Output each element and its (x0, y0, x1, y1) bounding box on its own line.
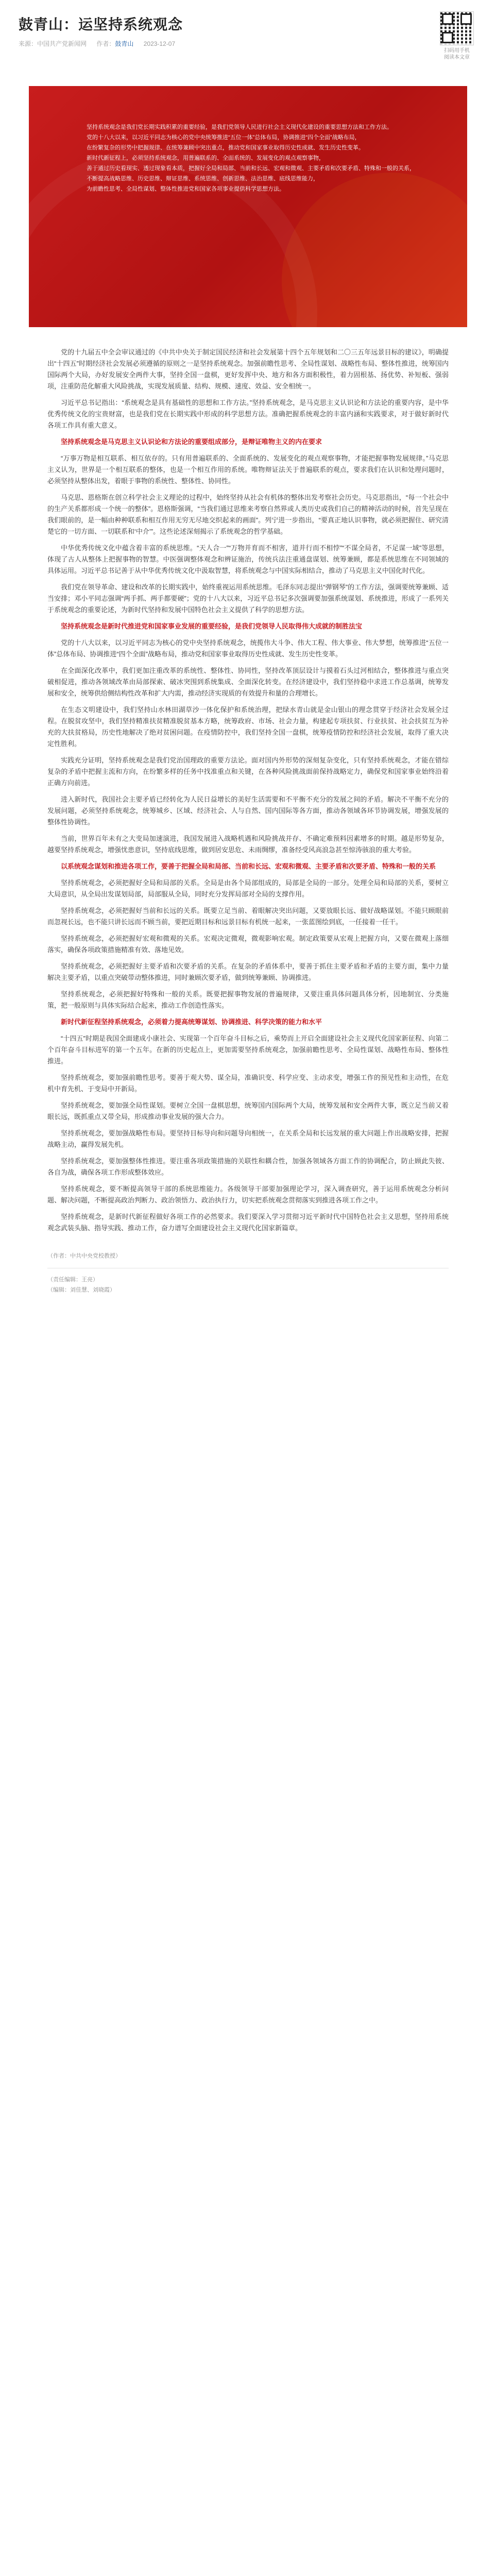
article-paragraph: 坚持系统观念，要不断提高领导干部的系统思维能力。各级领导干部要加强理论学习，深入调查研究，善于运用系统观念分析问题、解决问题，不断提高政治判断力、政治领悟力、政治执行力，切实把系统观念贯彻落实到推进各项工作之中。 (47, 1185, 449, 1204)
banner-paragraph: 不断提高战略思维、历史思维、辩证思维、系统思维、创新思维、法治思维、底线思维能力， (87, 176, 319, 182)
article-paragraph: 坚持系统观念，必须把握好特殊和一般的关系。既要把握事物发展的普遍规律，又要注重具体问题具体分析，因地制宜、分类施策，把一般原则与具体实际结合起来，推动工作创造性落实。 (47, 990, 449, 1009)
banner-paragraph: 党的十八大以来，以习近平同志为核心的党中央统筹推进“五位一体”总体布局，协调推进“四个全面”战略布局， (87, 134, 361, 141)
article-paragraph: 马克思、恩格斯在创立科学社会主义理论的过程中，始终坚持从社会有机体的整体出发考察社会历史。马克思指出，“每一个社会中的生产关系都形成一个统一的整体”。恩格斯强调，“当我们通过思维来考察自然界或人类历史或我们自己的精神活动的时候，首先呈现在我们眼前的，是一幅由种种联系和相互作用无穷无尽地交织起来的画面”。列宁进一步指出，“要真正地认识事物，就必须把握住、研究清楚它的一切方面、一切联系和‘中介’”。这些论述深刻揭示了系统观念的哲学基础。 (47, 494, 449, 535)
qr-code-icon[interactable] (440, 11, 474, 45)
article-paragraph: “十四五”时期是我国全面建成小康社会、实现第一个百年奋斗目标之后，乘势而上开启全面建设社会主义现代化国家新征程、向第二个百年奋斗目标进军的第一个五年。在新的历史起点上，更加需要坚持系统观念，加强前瞻性思考、全局性谋划、战略性布局、整体性推进。 (47, 1035, 449, 1065)
article-paragraph: 坚持系统观念，要加强全局性谋划。要树立全国一盘棋思想，统筹国内国际两个大局，统筹发展和安全两件大事，既立足当前又着眼长远，既抓重点又带全局，形成推动事业发展的强大合力。 (47, 1101, 449, 1121)
article-paragraph: 坚持系统观念，必须把握好当前和长远的关系。既要立足当前、着眼解决突出问题，又要放眼长远、做好战略谋划。不能只顾眼前而忽视长远，也不能只讲长远而不顾当前，要把近期目标和远景目标有机统一起来，一张蓝图绘到底，一任接着一任干。 (47, 907, 449, 926)
article-paragraph: 习近平总书记指出：“系统观念是具有基础性的思想和工作方法。”坚持系统观念，是马克思主义认识论和方法论的重要内容，是中华优秀传统文化的宝贵财富，也是我们党在长期实践中形成的科学思想方法。准确把握系统观念的丰富内涵和实践要求，对于做好新时代各项工作具有重大意义。 (47, 399, 449, 429)
qr-caption (438, 47, 475, 61)
article-date: 2023-12-07 (143, 40, 176, 47)
banner-paragraph: 为前瞻性思考、全局性谋划、整体性推进党和国家各项事业提供科学思想方法。 (87, 186, 285, 192)
article-paragraph: 我们党在领导革命、建设和改革的长期实践中，始终重视运用系统思维。毛泽东同志提出“弹钢琴”的工作方法，强调要统筹兼顾、适当安排；邓小平同志强调“两手抓、两手都要硬”；党的十八大以来，习近平总书记多次强调要加强系统谋划、系统推进，形成了一系列关于系统观念的重要论述，为新时代坚持和发展中国特色社会主义提供了科学的思想方法。 (47, 583, 449, 614)
article-paragraph: 坚持系统观念，必须把握好全局和局部的关系。全局是由各个局部组成的，局部是全局的一部分。处理全局和局部的关系，要树立大局意识，从全局出发谋划局部，局部服从全局，同时充分发挥局部对全局的支撑作用。 (47, 879, 449, 898)
article-paragraph: 当前，世界百年未有之大变局加速演进，我国发展进入战略机遇和风险挑战并存、不确定难预料因素增多的时期。越是形势复杂，越要坚持系统观念，增强忧患意识，坚持底线思维，做到居安思危、未雨绸缪，准备经受风高浪急甚至惊涛骇浪的重大考验。 (47, 835, 449, 854)
banner-paragraph: 在纷繁复杂的形势中把握规律、在统筹兼顾中突出重点，推动党和国家事业取得历史性成就、发生历史性变革。 (87, 145, 364, 151)
article-paragraph: 坚持系统观念，要加强战略性布局。要坚持目标导向和问题导向相统一，在关系全局和长远发展的重大问题上作出战略安排，把握战略主动，赢得发展先机。 (47, 1129, 449, 1148)
qr-caption-line: 阅读本文章 (444, 55, 470, 60)
red-banner (29, 86, 467, 327)
article-header (0, 0, 496, 60)
article-paragraph: 坚持系统观念，要加强前瞻性思考。要善于观大势、谋全局，准确识变、科学应变、主动求变，增强工作的预见性和主动性，在危机中育先机、于变局中开新局。 (47, 1074, 449, 1093)
article-paragraph: 中华优秀传统文化中蕴含着丰富的系统思维。“天人合一”“万物并育而不相害，道并行而不相悖”“不谋全局者，不足谋一域”等思想，体现了古人从整体上把握事物的智慧。中医强调整体观念和辨证施治，传统兵法注重通盘谋划、统筹兼顾，都是系统思维在不同领域的具体运用。习近平总书记善于从中华优秀传统文化中汲取智慧，将系统观念与中国实际相结合，推动了马克思主义中国化时代化。 (47, 544, 449, 574)
section-heading: 坚持系统观念是马克思主义认识论和方法论的重要组成部分，是辩证唯物主义的内在要求 (61, 438, 322, 446)
article-paragraph: “万事万物是相互联系、相互依存的。只有用普遍联系的、全面系统的、发展变化的观点观察事物，才能把握事物发展规律。”马克思主义认为，世界是一个相互联系的整体，也是一个相互作用的系统。唯物辩证法关于普遍联系的观点，要求我们在认识和处理问题时，必须坚持从整体出发，着眼于事物的系统性、整体性、协同性。 (47, 454, 449, 485)
article-meta (19, 39, 477, 48)
qr-code-box (438, 11, 475, 61)
article-paragraph: 党的十九届五中全会审议通过的《中共中央关于制定国民经济和社会发展第十四个五年规划和二〇三五年远景目标的建议》，明确提出“十四五”时期经济社会发展必须遵循的原则之一是坚持系统观念。加强前瞻性思考、全局性谋划、战略性布局、整体性推进，统筹国内国际两个大局，办好发展安全两件大事，坚持全国一盘棋，更好发挥中央、地方和各方面积极性，着力固根基、扬优势、补短板、强弱项，注重防范化解重大风险挑战，实现发展质量、结构、规模、速度、效益、安全相统一。 (47, 348, 449, 390)
section-heading: 以系统观念谋划和推进各项工作，要善于把握全局和局部、当前和长远、宏观和微观、主要矛盾和次要矛盾、特殊和一般的关系 (61, 862, 436, 870)
banner-text (29, 86, 467, 194)
article-paragraph: 坚持系统观念，要加强整体性推进。要注重各项政策措施的关联性和耦合性，加强各领域各方面工作的协调配合，防止顾此失彼、各自为战，确保各项工作形成整体效应。 (47, 1157, 449, 1176)
article-author-wrap (96, 40, 133, 47)
banner-paragraph: 善于通过历史看现实、透过现象看本质，把握好全局和局部、当前和长远、宏观和微观、主要矛盾和次要矛盾、特殊和一般的关系， (87, 165, 415, 172)
article-paragraph: 坚持系统观念，必须把握好宏观和微观的关系。宏观决定微观，微观影响宏观。制定政策要从宏观上把握方向，又要在微观上落细落实，确保各项政策措施精准有效、落地见效。 (47, 935, 449, 954)
editors-names: （编辑：刘佳慧、刘晓霞） (47, 1287, 115, 1293)
article-body (0, 327, 496, 1234)
article-paragraph: 坚持系统观念，是新时代新征程做好各项工作的必然要求。我们要深入学习贯彻习近平新时代中国特色社会主义思想，坚持用系统观念武装头脑、指导实践、推动工作，奋力谱写全面建设社会主义现代化国家新篇章。 (47, 1213, 449, 1232)
article-paragraph: 坚持系统观念，必须把握好主要矛盾和次要矛盾的关系。在复杂的矛盾体系中，要善于抓住主要矛盾和矛盾的主要方面，集中力量解决主要矛盾，以重点突破带动整体推进，同时兼顾次要矛盾，做到统筹兼顾、协调推进。 (47, 962, 449, 981)
article-source: 来源：中国共产党新闻网 (19, 40, 87, 47)
banner-paragraph: 新时代新征程上，必须坚持系统观念，用普遍联系的、全面系统的、发展变化的观点观察事物， (87, 155, 324, 161)
article-paragraph: 进入新时代，我国社会主要矛盾已经转化为人民日益增长的美好生活需要和不平衡不充分的发展之间的矛盾。解决不平衡不充分的发展问题，必须坚持系统观念，统筹城乡、区域、经济社会、人与自然、国内国际等各方面，推动各领域各环节协调发展，增强发展的整体性协调性。 (47, 795, 449, 826)
article-paragraph: 在全面深化改革中，我们更加注重改革的系统性、整体性、协同性，坚持改革顶层设计与摸着石头过河相结合，整体推进与重点突破相促进，推动各领域改革由局部探索、破冰突围到系统集成、全面深化转变。在经济建设中，我们坚持稳中求进工作总基调，统筹发展和安全，统筹供给侧结构性改革和扩大内需，推动经济实现质的有效提升和量的合理增长。 (47, 667, 449, 697)
article-paragraph: 在生态文明建设中，我们坚持山水林田湖草沙一体化保护和系统治理，把绿水青山就是金山银山的理念贯穿于经济社会发展全过程。在脱贫攻坚中，我们坚持精准扶贫精准脱贫基本方略，统筹政府、市场、社会力量，构建起专项扶贫、行业扶贫、社会扶贫互为补充的大扶贫格局，历史性地解决了绝对贫困问题。在疫情防控中，我们坚持全国一盘棋，统筹疫情防控和经济社会发展，取得了重大决定性胜利。 (47, 706, 449, 748)
section-heading: 坚持系统观念是新时代推进党和国家事业发展的重要经验，是我们党领导人民取得伟大成就的制胜法宝 (61, 622, 363, 630)
section-heading: 新时代新征程坚持系统观念，必须着力提高统筹谋划、协调推进、科学决策的能力和水平 (61, 1018, 322, 1026)
end-note: （作者：中共中央党校教授） (47, 1253, 121, 1259)
banner-paragraph: 坚持系统观念是我们党长期实践积累的重要经验，是我们党领导人民进行社会主义现代化建设的重要思想方法和工作方法。 (87, 124, 392, 130)
editors-block (0, 1268, 496, 1301)
article-paragraph: 实践充分证明，坚持系统观念是我们党治国理政的重要方法论。面对国内外形势的深刻复杂变化，只有坚持系统观念，才能在错综复杂的矛盾中把握主流和方向，在纷繁多样的任务中找准重点和关键，在各种风险挑战面前保持战略定力，确保党和国家事业始终沿着正确方向前进。 (47, 756, 449, 787)
author-label: 作者： (96, 40, 115, 47)
article-title: 鼓青山：运坚持系统观念 (19, 16, 183, 32)
article-paragraph: 党的十八大以来，以习近平同志为核心的党中央坚持系统观念，统揽伟大斗争、伟大工程、伟大事业、伟大梦想，统筹推进“五位一体”总体布局、协调推进“四个全面”战略布局，推动党和国家事业取得历史性成就、发生历史性变革。 (47, 639, 449, 658)
author-link[interactable]: 鼓青山 (115, 40, 134, 47)
qr-caption-line: 扫码用手机 (444, 48, 470, 54)
responsible-editor: （责任编辑：王亮） (47, 1277, 98, 1283)
